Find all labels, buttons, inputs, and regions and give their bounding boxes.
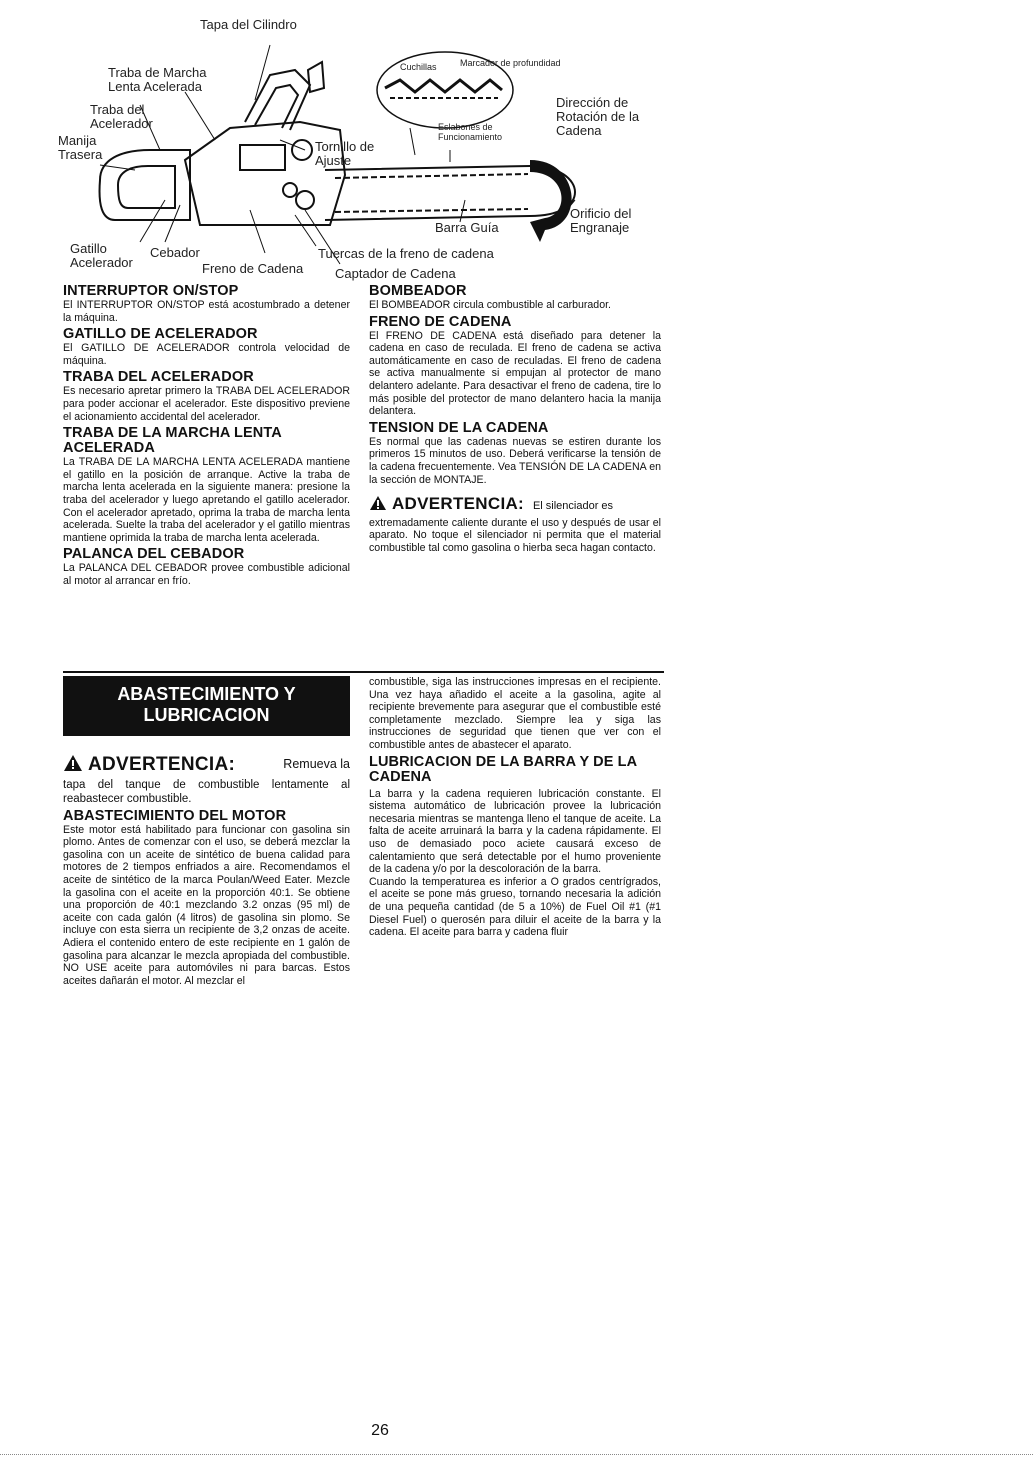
text-lubricacion-frio: Cuando la temperaturea es inferior a O grados centrígrados, el aceite se pone más grueso, tornando necesaria la adición de una pequeña cantidad (de 5 a 10%) de Fuel Oil #1 (#1 Diesel Fuel) o querosén para diluir el aceite de la barra y la cadena. El aceite para barra y cadena fluir — [369, 875, 661, 939]
label-captador-cadena: Captador de Cadena — [335, 266, 456, 281]
warning-text: tapa del tanque de combustible lentamente al reabastecer combustible. — [63, 778, 350, 805]
warning-silenciador — [369, 495, 661, 554]
page-number: 26 — [371, 1422, 389, 1439]
heading-interruptor: INTERRUPTOR ON/STOP — [63, 283, 239, 299]
label-orificio-engranaje: Orificio del Engranaje — [570, 206, 632, 235]
warning-lead: El silenciador es — [532, 500, 614, 513]
text-lubricacion: La barra y la cadena requieren lubricación constante. El sistema automático de lubricación provee la lubricación necesaria mientras se mantenga lleno el tanque de aceite. La falta de aceite arruinará la barra y la cadena rápidamente. El uso de demasiado poco aciete causará exceso de calentamiento que será detectable por el humo proveniente de la cadena y/o por la descoloración de la barra. — [369, 787, 661, 876]
heading-bombeador: BOMBEADOR — [369, 283, 467, 299]
label-gatillo-acelerador: Gatillo Acelerador — [70, 241, 133, 270]
label-traba-acelerador: Traba del Acelerador — [90, 102, 153, 131]
label-tornillo-ajuste: Tornillo de Ajuste — [315, 139, 375, 168]
text-combustible-cont: combustible, siga las instrucciones impresas en el recipiente. Una vez haya añadido el aceite a la gasolina, agite al recipiente brevemente para asegurar que el combustible esté completamente mezclado. Siempre lea y siga las instrucciones de seguridad que tienen que ver con el combustible antes de abastecer el aparato. — [369, 676, 661, 751]
banner-line-1: ABASTECIMIENTO Y — [117, 684, 296, 704]
left-column-top — [63, 284, 350, 591]
heading-abastecimiento-motor: ABASTECIMIENTO DEL MOTOR — [63, 807, 287, 824]
heading-traba-marcha: TRABA DE LA MARCHA LENTA ACELERADA — [63, 425, 282, 457]
heading-gatillo: GATILLO DE ACELERADOR — [63, 326, 258, 343]
left-column-bottom — [63, 676, 350, 990]
text-palanca-cebador: La PALANCA DEL CEBADOR provee combustible adicional al motor al arrancar en frío. — [63, 562, 350, 587]
heading-palanca-cebador: PALANCA DEL CEBADOR — [63, 546, 245, 563]
section-banner — [63, 676, 350, 736]
heading-tension-cadena: TENSION DE LA CADENA — [369, 419, 549, 436]
banner-line-2: LUBRICACION — [143, 705, 270, 725]
label-tuercas: Tuercas de la freno de cadena — [318, 246, 494, 261]
text-gatillo: El GATILLO DE ACELERADOR controla velocidad de máquina. — [63, 342, 350, 367]
warning-heading: ADVERTENCIA: — [391, 494, 524, 514]
section-divider — [63, 671, 664, 673]
text-abastecimiento-motor: Este motor está habilitado para funcionar con gasolina sin plomo. Antes de comenzar con el uso, se deberá mezclar la gasolina con un aceite de sintético de buena calidad para motores de 2 tiempos enfriados a aire. Recomendamos el aceite de sintético de la marca Poulan/Weed Eater. Mezcle la gasolina con el aceite en la proporción 40:1. Se obtiene una proporción de 40:1 mezclando 3.2 onzas (95 ml) de aceite con cada galón (4 litros) de gasolina sin plomo. Se incluye con esta sierra un recipiente de 3,2 onzas de aceite. Adiera el contenido entero de este recipiente en 1 galón de gasolina para alcanzar le mezcla apropiada del combustible. NO USE aceite para automóviles ni para barcas. Estos aceites dañarán el motor. Al mezclar el — [63, 823, 350, 987]
label-eslabones: Eslabones de Funcionamiento — [438, 122, 503, 142]
text-bombeador: El BOMBEADOR circula combustible al carburador. — [369, 299, 611, 311]
scan-edge-line — [0, 1454, 1033, 1455]
label-marcador-profundidad: Marcador de profundidad — [460, 58, 561, 68]
text-tension-cadena: Es normal que las cadenas nuevas se estiren durante los primeros 15 minutos de uso. Deberá verificarse la tensión de la cadena frecuentemente. Vea TENSIÓN DE LA CADENA en la sección de MONTAJE. — [369, 435, 661, 486]
warning-triangle-icon — [63, 754, 83, 776]
text-freno-cadena: El FRENO DE CADENA está diseñado para detener la cadena en caso de reculada. El freno de cadena se activa automáticamente en caso de reculadas. El freno de cadena se activa manualmente si empujan al protector de mano delantero adelante. Para desactivar el freno de cadena, tire lo más posible del protector de mano delantero hacia la manija delantera. — [369, 329, 661, 418]
heading-lubricacion: LUBRICACION DE LA BARRA Y DE LA CADENA — [369, 753, 637, 785]
heading-traba-acelerador: TRABA DEL ACELERADOR — [63, 369, 254, 386]
label-traba-marcha-lenta: Traba de Marcha Lenta Acelerada — [108, 65, 207, 94]
warning-text: extremadamente caliente durante el uso y después de usar el aparato. No toque el silenciador ni permita que el material combustible tal como gasolina o hierba seca hagan contacto. — [369, 516, 661, 554]
warning-tapa-tanque — [63, 754, 350, 806]
label-cuchillas: Cuchillas — [400, 62, 437, 72]
text-traba-acelerador: Es necesario apretar primero la TRABA DEL ACELERADOR para poder accionar el acelerador. Este dispositivo previene el acionamiento accidental del acelerador. — [63, 385, 350, 423]
right-column-bottom — [369, 676, 661, 942]
text-interruptor: El INTERRUPTOR ON/STOP está acostumbrado a detener la máquina. — [63, 299, 350, 324]
warning-lead: Remueva la — [283, 757, 350, 771]
label-freno-cadena: Freno de Cadena — [202, 261, 304, 276]
label-direccion-rotacion: Dirección de Rotación de la Cadena — [556, 95, 640, 138]
warning-triangle-icon — [369, 495, 387, 515]
chainsaw-diagram — [40, 10, 680, 285]
label-manija-trasera: Manija Trasera — [58, 133, 103, 162]
text-traba-marcha: La TRABA DE LA MARCHA LENTA ACELERADA mantiene el gatillo en la posición de arranque. Active la traba de marcha lenta acelerada en la siguiente manera: presione la traba del acelerador y luego apretando el gatillo acelerador. Con el acelerador apretado, oprima la traba de marcha lenta acelerada. Suelte la traba del acelerador y el gatillo mientras mantiene oprimida la traba de marcha lenta acelerada. — [63, 456, 350, 544]
label-cebador: Cebador — [150, 245, 200, 260]
label-tapa-cilindro: Tapa del Cilindro — [200, 17, 297, 32]
label-barra-guia: Barra Guía — [435, 220, 499, 235]
right-column-top — [369, 284, 661, 558]
warning-heading: ADVERTENCIA: — [87, 754, 236, 775]
heading-freno-cadena: FRENO DE CADENA — [369, 313, 512, 330]
